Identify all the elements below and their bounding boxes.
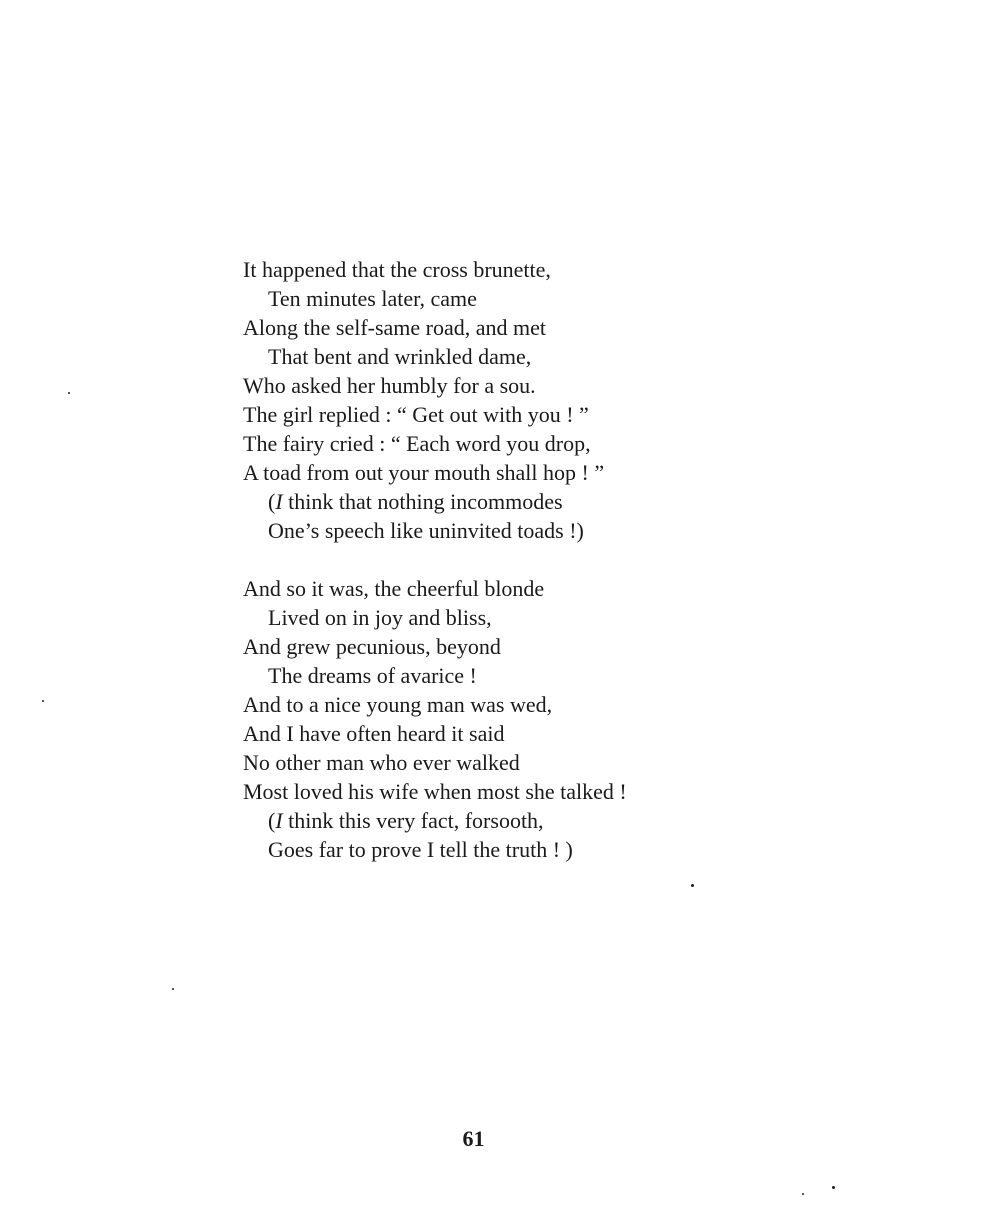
scan-speck [691,884,694,887]
scan-speck [172,988,174,990]
verse-line: A toad from out your mouth shall hop ! ” [243,460,605,485]
verse-line: (I think this very fact, forsooth, [268,808,544,833]
scan-speck [68,392,70,394]
verse-line: Lived on in joy and bliss, [268,605,492,630]
page-number-text: 61 [462,1126,485,1151]
verse-line: (I think that nothing incommodes [268,489,563,514]
verse-line: And so it was, the cheerful blonde [243,576,545,601]
verse-line: Along the self-same road, and met [243,315,547,340]
verse-line: The girl replied : “ Get out with you ! ” [243,402,589,427]
scan-speck [802,1193,804,1195]
verse-line: One’s speech like uninvited toads !) [268,518,584,543]
verse-line: Who asked her humbly for a sou. [243,373,536,398]
verse-line: That bent and wrinkled dame, [268,344,532,369]
scan-speck [42,700,44,702]
verse-line: And grew pecunious, beyond [243,634,501,659]
scan-speck [832,1186,835,1189]
verse-line: And I have often heard it said [243,721,505,746]
verse-line: No other man who ever walked [243,750,520,775]
verse-line: It happened that the cross brunette, [243,257,551,282]
verse-line: Ten minutes later, came [268,286,477,311]
verse-line: Goes far to prove I tell the truth ! ) [268,837,573,862]
verse-line: Most loved his wife when most she talked ! [243,779,627,804]
verse-line: And to a nice young man was wed, [243,692,553,717]
stanza-1 [243,255,743,545]
verse-line: The fairy cried : “ Each word you drop, [243,431,591,456]
verse-line: The dreams of avarice ! [268,663,477,688]
stanza-2 [243,574,743,864]
page-number [0,1126,997,1152]
